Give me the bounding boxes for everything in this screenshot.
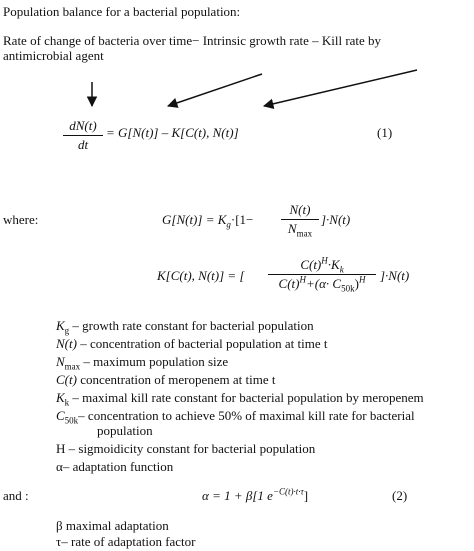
and-label: and : [3, 488, 29, 503]
eq1-lhs-denominator: dt [77, 137, 89, 152]
arrow-kill [264, 70, 417, 106]
rate-description-line-2: antimicrobial agent [3, 48, 104, 63]
eq-growth: $G[N(t)] = K_g\cdot[1-$ [162, 212, 254, 230]
eq-kill: K[C(t), N(t)] = [ [157, 268, 245, 283]
definition-sigmoidicity: H – sigmoidicity constant for bacterial population [56, 441, 316, 456]
eq1-number: (1) [377, 125, 393, 140]
definition-c50k: $C_{50k}-$ concentration to achieve 50% of maximal kill rate for bacterial [56, 408, 415, 426]
eq-kill-tail: ]·N(t) [380, 268, 410, 283]
eq1-rhs: = G[N(t)] – K[C(t), N(t)] [106, 125, 239, 140]
eq-growth-tail: ]·N(t) [321, 212, 351, 227]
definition-kill-rate: $K_k$ – maximal kill rate constant for bacterial population by meropenem [56, 390, 424, 408]
definition-c50k-continued: population [97, 423, 153, 438]
definition-adaptation-rate: τ– rate of adaptation factor [56, 534, 196, 549]
rate-description-line-1: Rate of change of bacteria over time− Intrinsic growth rate – Kill rate by [3, 33, 382, 48]
eq1-lhs-fraction [63, 118, 103, 153]
arrow-growth [168, 74, 262, 106]
page-title: Population balance for a bacterial population: [3, 4, 241, 19]
eq2: α = 1 + β[1 $e^{-C(t)\cdot t\cdot\tau}$] [202, 486, 309, 503]
definition-max-adaptation: β maximal adaptation [56, 518, 169, 533]
definition-adaptation-function: α– adaptation function [56, 459, 174, 474]
eq-growth-fraction: N(t) $N_{max}$ [281, 202, 319, 237]
eq1-lhs-numerator: dN(t) [69, 118, 97, 133]
definition-population: N(t) – concentration of bacterial population at time t [56, 336, 328, 351]
eq2-number: (2) [392, 488, 408, 503]
where-label: where: [3, 212, 39, 227]
definition-max-population: $N_{max}$ – maximum population size [56, 354, 229, 372]
definition-concentration: C(t) concentration of meropenem at time t [56, 372, 276, 387]
eq-kill-fraction: $C(t)^H\cdot K_k$ $C(t)^H+(\alpha\cdot C_{50k})^H$ [268, 257, 376, 292]
definition-growth-rate: $K_g$ – growth rate constant for bacterial population [56, 318, 314, 336]
